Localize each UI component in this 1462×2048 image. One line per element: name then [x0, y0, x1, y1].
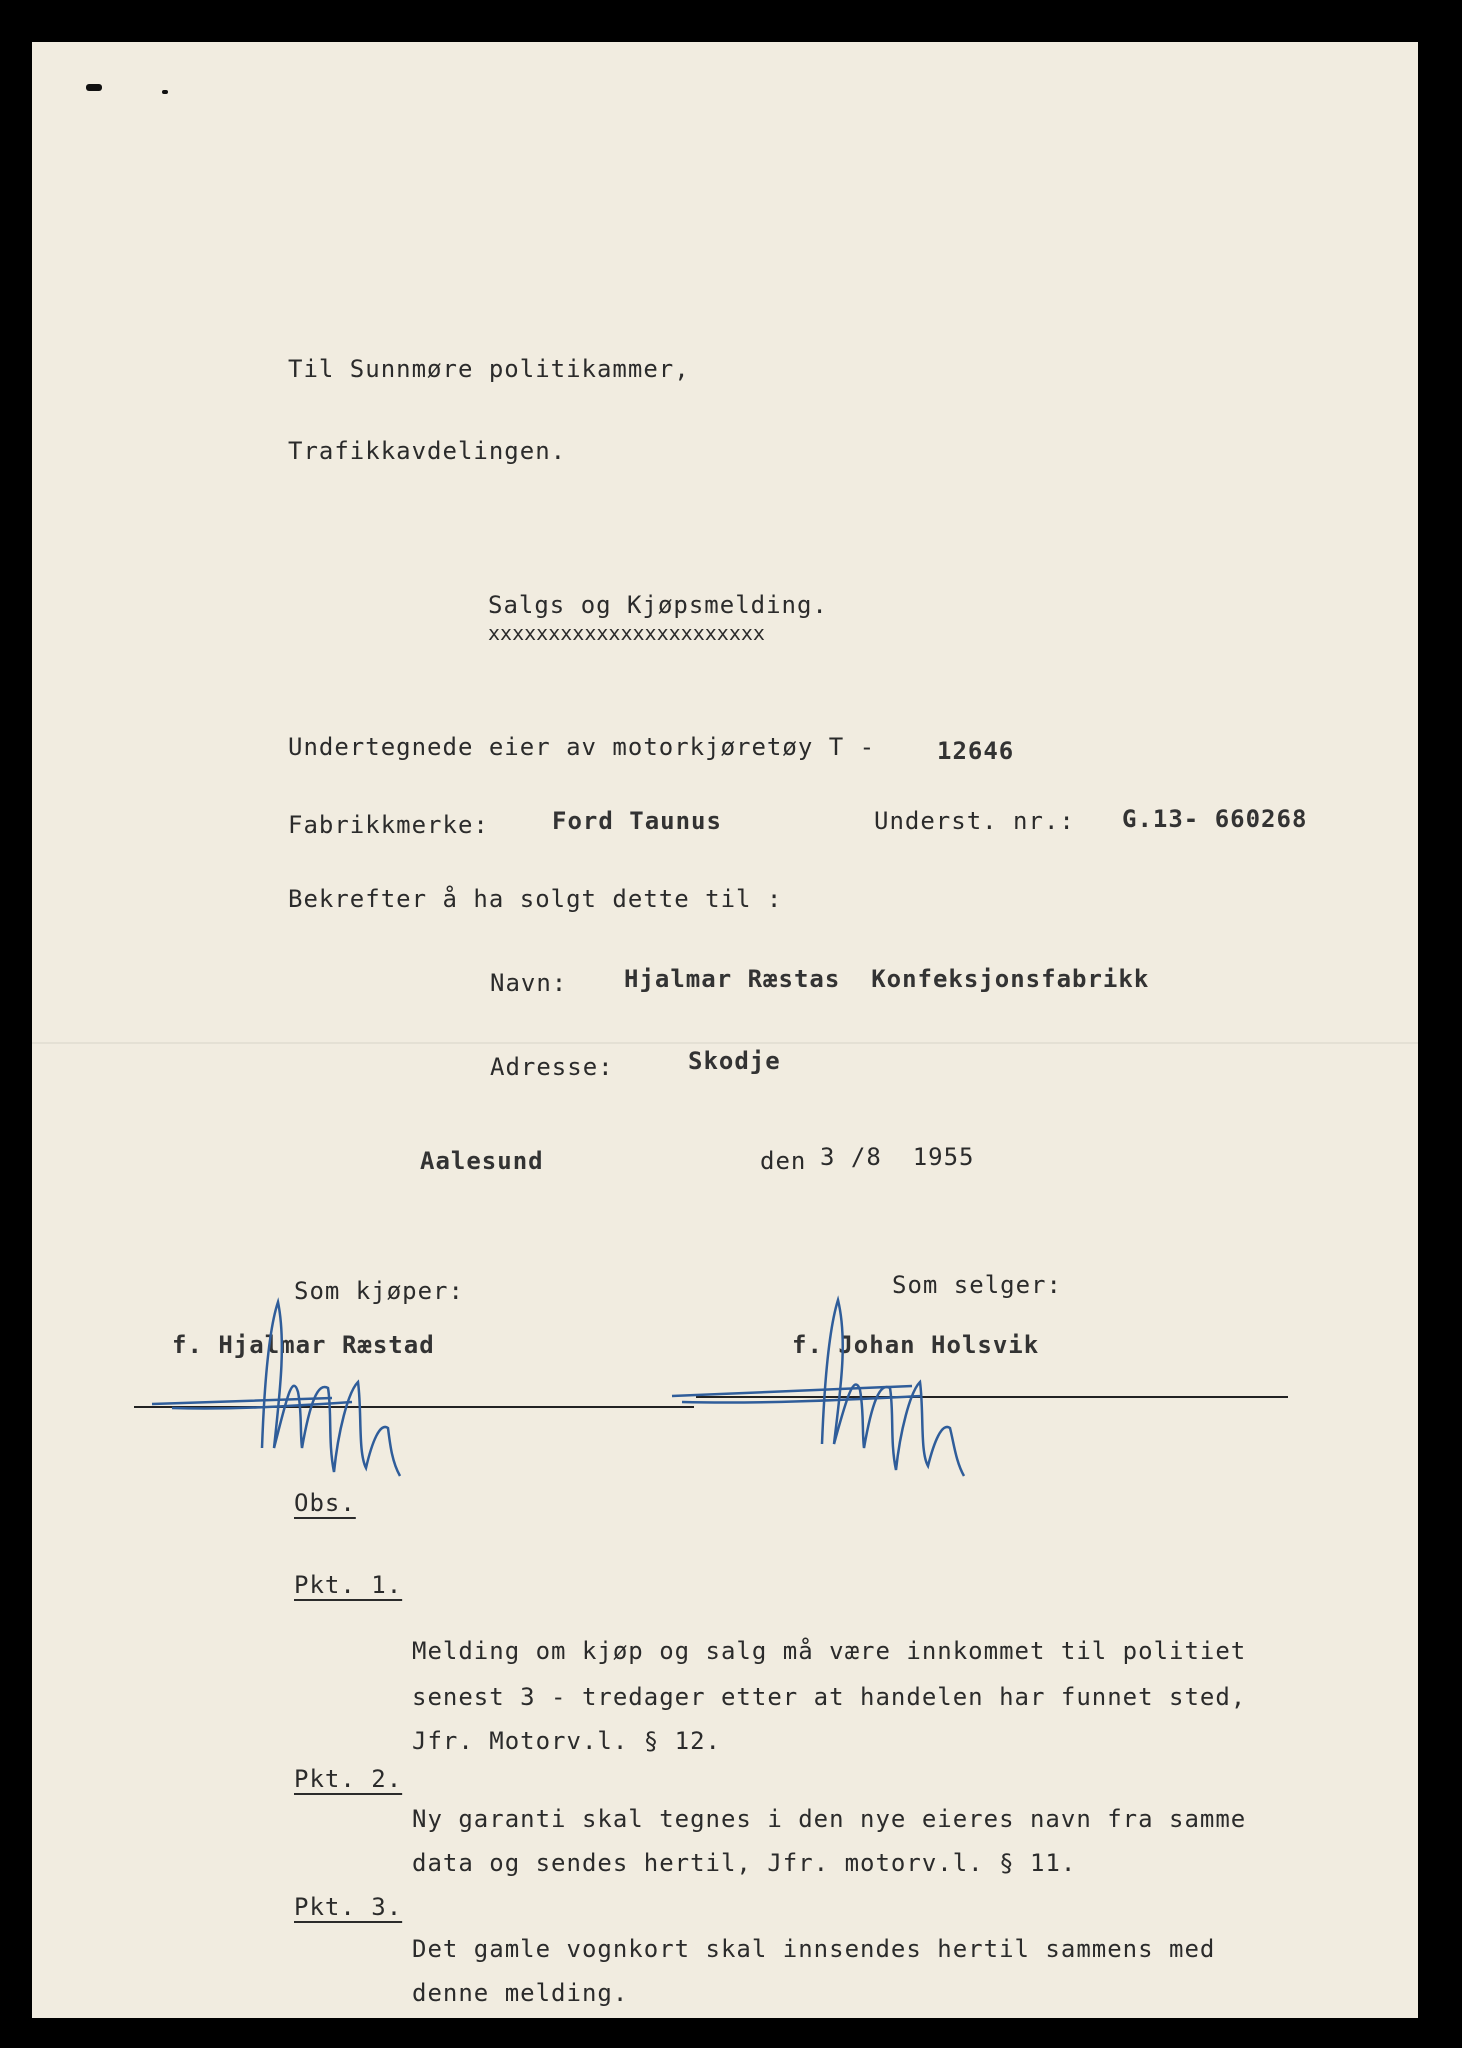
- obs-heading: Obs.: [294, 1489, 356, 1517]
- owner-label: Undertegnede eier av motorkjøretøy T -: [288, 733, 876, 761]
- pkt3-label: Pkt. 3.: [294, 1893, 403, 1921]
- seller-printed-name: f. Johan Holsvik: [792, 1331, 1040, 1359]
- pkt3-line-1: Det gamle vognkort skal innsendes hertil sammens med: [412, 1935, 1216, 1963]
- seller-sign-label: Som selger:: [892, 1271, 1062, 1299]
- pkt3-line-2: denne melding.: [412, 1979, 629, 2007]
- addressee-line-1: Til Sunnmøre politikammer,: [288, 355, 690, 383]
- address-label: Adresse:: [490, 1053, 614, 1081]
- fold-line: [32, 1042, 1418, 1044]
- make-label: Fabrikkmerke:: [288, 811, 489, 839]
- pkt1-label: Pkt. 1.: [294, 1571, 403, 1599]
- pkt2-label: Pkt. 2.: [294, 1765, 403, 1793]
- ink-mark: [86, 84, 102, 91]
- date-prefix: den: [760, 1147, 807, 1175]
- pkt1-line-2: senest 3 - tredager etter at handelen har funnet sted,: [412, 1683, 1247, 1711]
- buyer-sign-label: Som kjøper:: [294, 1277, 464, 1305]
- pkt1-line-3: Jfr. Motorv.l. § 12.: [412, 1727, 721, 1755]
- chassis-label: Underst. nr.:: [874, 807, 1075, 835]
- pkt2-line-2: data og sendes hertil, Jfr. motorv.l. § 11.: [412, 1849, 1077, 1877]
- registration-number: 12646: [937, 737, 1015, 765]
- seller-signature: [672, 1272, 1032, 1512]
- title-underline-xs: xxxxxxxxxxxxxxxxxxxxxxx: [488, 621, 765, 645]
- document-page: [32, 42, 1418, 2018]
- pkt1-line-1: Melding om kjøp og salg må være innkommet til politiet: [412, 1637, 1247, 1665]
- confirm-text: Bekrefter å ha solgt dette til :: [288, 885, 783, 913]
- chassis-number: G.13- 660268: [1122, 805, 1308, 833]
- make-value: Ford Taunus: [552, 807, 722, 835]
- document-title: Salgs og Kjøpsmelding.: [488, 591, 828, 619]
- buyer-signature: [152, 1272, 472, 1512]
- addressee-line-2: Trafikkavdelingen.: [288, 437, 567, 465]
- date-value: 3 /8 1955: [820, 1143, 975, 1171]
- address-value: Skodje: [688, 1047, 781, 1075]
- place-value: Aalesund: [420, 1147, 544, 1175]
- buyer-printed-name: f. Hjalmar Ræstad: [172, 1331, 435, 1359]
- buyer-name-value: Hjalmar Ræstas Konfeksjonsfabrikk: [624, 965, 1150, 993]
- pkt2-line-1: Ny garanti skal tegnes i den nye eieres navn fra samme: [412, 1805, 1247, 1833]
- ink-mark: [162, 90, 168, 94]
- buyer-name-label: Navn:: [490, 969, 568, 997]
